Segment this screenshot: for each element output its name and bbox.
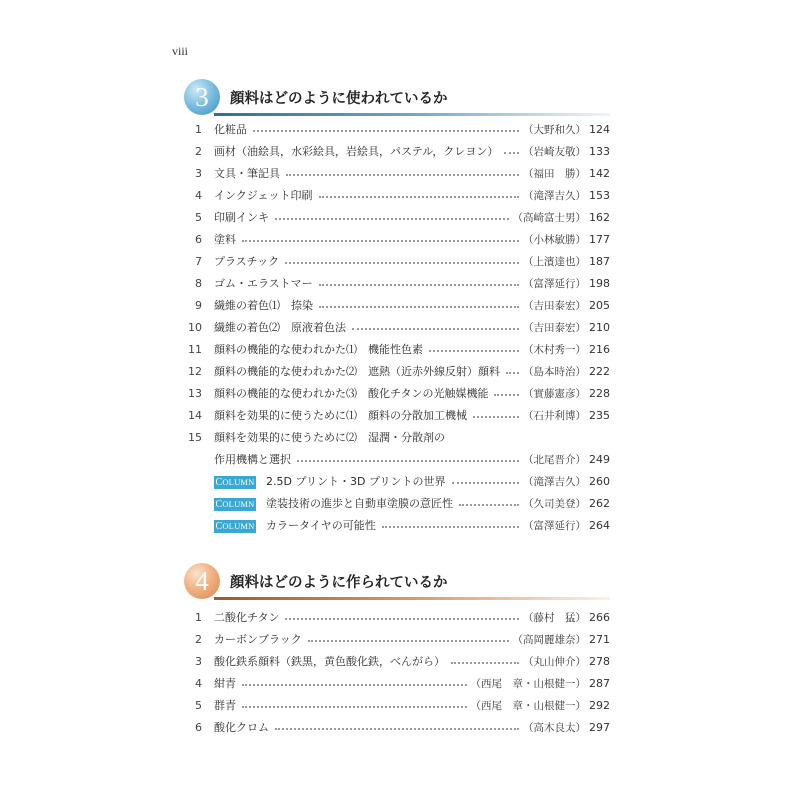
- toc-list: [184, 119, 610, 537]
- toc-entry-continuation[interactable]: [184, 449, 610, 471]
- toc-entry-number: 10: [188, 321, 202, 334]
- toc-entry-title: プラスチック: [214, 255, 280, 268]
- toc-entry[interactable]: [184, 607, 610, 629]
- column-author: （滝澤吉久）: [523, 476, 586, 488]
- toc-entry-author: （吉田泰宏）: [523, 300, 586, 312]
- toc-entry-page: 228: [589, 387, 610, 400]
- toc-entry-title: 作用機構と選択: [214, 453, 291, 466]
- toc-entry-number: 9: [195, 299, 202, 312]
- toc-entry[interactable]: [184, 383, 610, 405]
- toc-entry-author: （大野和久）: [523, 124, 586, 136]
- leader-dots: [308, 639, 509, 642]
- toc-entry[interactable]: [184, 339, 610, 361]
- column-author: （富澤延行）: [523, 520, 586, 532]
- toc-entry[interactable]: [184, 361, 610, 383]
- toc-entry-number: 2: [195, 145, 202, 158]
- column-page: 260: [589, 475, 610, 488]
- chapter-number-badge: 4: [184, 563, 220, 599]
- column-entry[interactable]: [184, 471, 610, 493]
- toc-entry[interactable]: [184, 629, 610, 651]
- toc-entry-title: カーボンブラック: [214, 633, 302, 646]
- toc-entry-page: 222: [589, 365, 610, 378]
- leader-dots: [473, 415, 519, 418]
- toc-entry-page: 153: [589, 189, 610, 202]
- leader-dots: [494, 393, 519, 396]
- toc-entry-author: （石井利博）: [523, 410, 586, 422]
- toc-entry-title: 繊維の着色⑵ 原液着色法: [214, 321, 346, 334]
- toc-entry-number: 15: [188, 431, 202, 444]
- toc-entry[interactable]: [184, 295, 610, 317]
- toc-entry-author: （高崎富士男）: [512, 212, 586, 224]
- toc-entry-title: 酸化鉄系顔料（鉄黒，黄色酸化鉄，べんがら）: [214, 655, 445, 668]
- leader-dots: [506, 371, 519, 374]
- toc-entry-author: （北尾晋介）: [523, 454, 586, 466]
- toc-entry-number: 3: [195, 655, 202, 668]
- toc-entry-number: 6: [195, 233, 202, 246]
- toc-entry-author: （福田 勝）: [523, 168, 586, 180]
- toc-entry[interactable]: [184, 273, 610, 295]
- toc-entry-title: 顔料を効果的に使うために⑵ 湿潤・分散剤の: [214, 431, 445, 444]
- leader-dots: [352, 327, 519, 330]
- toc-entry-title: 群青: [214, 699, 236, 712]
- toc-entry-page: 297: [589, 721, 610, 734]
- leader-dots: [253, 129, 519, 132]
- column-title: カラータイヤの可能性: [266, 519, 376, 532]
- toc-entry-author: （小林敏勝）: [523, 234, 586, 246]
- chapter-rule: [214, 597, 610, 600]
- toc-entry-title: 顔料の機能的な使われかた⑶ 酸化チタンの光触媒機能: [214, 387, 489, 400]
- toc-entry-number: 4: [195, 677, 202, 690]
- toc-entry-author: （吉田泰宏）: [523, 322, 586, 334]
- toc-entry[interactable]: [184, 251, 610, 273]
- leader-dots: [319, 195, 519, 198]
- toc-entry-number: 3: [195, 167, 202, 180]
- toc-entry[interactable]: [184, 427, 610, 449]
- toc-entry-title: 顔料の機能的な使われかた⑵ 遮熱（近赤外線反射）顔料: [214, 365, 500, 378]
- toc-entry-page: 235: [589, 409, 610, 422]
- leader-dots: [429, 349, 519, 352]
- toc-entry-title: インクジェット印刷: [214, 189, 313, 202]
- toc-entry-page: 271: [589, 633, 610, 646]
- leader-dots: [275, 217, 509, 220]
- column-entry[interactable]: [184, 493, 610, 515]
- leader-dots: [459, 503, 519, 506]
- chapter-4-section: [184, 563, 610, 739]
- leader-dots: [319, 283, 519, 286]
- toc-entry-title: 文具・筆記具: [214, 167, 280, 180]
- toc-entry-page: 198: [589, 277, 610, 290]
- toc-entry-author: （滝澤吉久）: [523, 190, 586, 202]
- toc-entry-title: 塗料: [214, 233, 236, 246]
- column-badge: COLUMN: [215, 476, 255, 488]
- leader-dots: [242, 683, 467, 686]
- toc-entry-author: （高木良太）: [523, 722, 586, 734]
- page-number: viii: [172, 44, 189, 58]
- column-title: 塗装技術の進歩と自動車塗膜の意匠性: [266, 497, 453, 510]
- toc-entry-title: ゴム・エラストマー: [214, 277, 313, 290]
- toc-entry[interactable]: [184, 651, 610, 673]
- chapter-title: 顔料はどのように使われているか: [230, 91, 448, 107]
- chapter-rule: [214, 113, 610, 116]
- toc-entry-page: 142: [589, 167, 610, 180]
- toc-entry-page: 292: [589, 699, 610, 712]
- toc-entry-page: 216: [589, 343, 610, 356]
- toc-entry-title: 繊維の着色⑴ 捺染: [214, 299, 313, 312]
- toc-entry[interactable]: [184, 119, 610, 141]
- leader-dots: [285, 261, 519, 264]
- column-badge: COLUMN: [215, 498, 255, 510]
- column-entry[interactable]: [184, 515, 610, 537]
- toc-entry-title: 画材（油絵具，水彩絵具，岩絵具，パステル，クレヨン）: [214, 145, 499, 158]
- toc-entry-number: 13: [188, 387, 202, 400]
- toc-entry-title: 印刷インキ: [214, 211, 269, 224]
- toc-entry-title: 二酸化チタン: [214, 611, 280, 624]
- toc-entry-page: 133: [589, 145, 610, 158]
- column-badge: COLUMN: [215, 520, 255, 532]
- column-page: 264: [589, 519, 610, 532]
- toc-entry-number: 1: [195, 611, 202, 624]
- toc-entry[interactable]: [184, 317, 610, 339]
- toc-entry-author: （藤村 猛）: [523, 612, 586, 624]
- toc-entry-number: 7: [195, 255, 202, 268]
- chapter-3-section: [184, 79, 610, 537]
- toc-list: [184, 607, 610, 739]
- toc-entry-title: 顔料の機能的な使われかた⑴ 機能性色素: [214, 343, 423, 356]
- chapter-header: [184, 79, 610, 119]
- toc-entry-page: 210: [589, 321, 610, 334]
- toc-entry-page: 162: [589, 211, 610, 224]
- toc-entry[interactable]: [184, 695, 610, 717]
- toc-entry-page: 266: [589, 611, 610, 624]
- column-page: 262: [589, 497, 610, 510]
- leader-dots: [242, 239, 519, 242]
- toc-entry-title: 紺青: [214, 677, 236, 690]
- toc-entry[interactable]: [184, 405, 610, 427]
- toc-entry-page: 249: [589, 453, 610, 466]
- toc-entry-number: 2: [195, 633, 202, 646]
- leader-dots: [242, 705, 467, 708]
- toc-entry[interactable]: [184, 717, 610, 739]
- toc-entry-number: 11: [188, 343, 202, 356]
- toc-entry-number: 12: [188, 365, 202, 378]
- toc-entry-author: （高岡麗雄奈）: [512, 634, 586, 646]
- leader-dots: [319, 305, 519, 308]
- toc-entry[interactable]: [184, 185, 610, 207]
- chapter-number-badge: 3: [184, 79, 220, 115]
- leader-dots: [382, 525, 519, 528]
- toc-entry-author: （富澤延行）: [523, 278, 586, 290]
- toc-entry-author: （岩崎友敬）: [523, 146, 586, 158]
- leader-dots: [285, 617, 519, 620]
- toc-entry-page: 177: [589, 233, 610, 246]
- toc-entry-page: 187: [589, 255, 610, 268]
- toc-entry-title: 化粧品: [214, 123, 247, 136]
- toc-entry[interactable]: [184, 229, 610, 251]
- toc-entry-author: （上濱達也）: [523, 256, 586, 268]
- column-title: 2.5D プリント・3D プリントの世界: [266, 475, 446, 488]
- toc-entry-author: （西尾 章・山根健一）: [470, 700, 586, 712]
- toc-entry-title: 顔料を効果的に使うために⑴ 顔料の分散加工機械: [214, 409, 467, 422]
- toc-entry-page: 124: [589, 123, 610, 136]
- toc-entry-number: 6: [195, 721, 202, 734]
- toc-entry-author: （木村秀一）: [523, 344, 586, 356]
- toc-entry-page: 278: [589, 655, 610, 668]
- toc-entry-number: 8: [195, 277, 202, 290]
- column-author: （久司美登）: [523, 498, 586, 510]
- leader-dots: [452, 481, 519, 484]
- leader-dots: [504, 151, 519, 154]
- leader-dots: [297, 459, 519, 462]
- toc-entry-number: 5: [195, 699, 202, 712]
- toc-entry[interactable]: [184, 141, 610, 163]
- toc-entry-title: 酸化クロム: [214, 721, 269, 734]
- toc-entry-author: （島本時治）: [523, 366, 586, 378]
- toc-entry[interactable]: [184, 207, 610, 229]
- toc-entry-author: （西尾 章・山根健一）: [470, 678, 586, 690]
- toc-entry[interactable]: [184, 163, 610, 185]
- chapter-header: [184, 563, 610, 603]
- toc-entry-page: 287: [589, 677, 610, 690]
- toc-entry-author: （實藤憲彦）: [523, 388, 586, 400]
- toc-entry-number: 14: [188, 409, 202, 422]
- leader-dots: [451, 661, 519, 664]
- toc-entry-number: 5: [195, 211, 202, 224]
- leader-dots: [286, 173, 519, 176]
- toc-entry-number: 1: [195, 123, 202, 136]
- toc-entry-author: （丸山伸介）: [523, 656, 586, 668]
- chapter-title: 顔料はどのように作られているか: [230, 575, 448, 591]
- toc-entry-number: 4: [195, 189, 202, 202]
- toc-entry-page: 205: [589, 299, 610, 312]
- leader-dots: [275, 727, 519, 730]
- toc-entry[interactable]: [184, 673, 610, 695]
